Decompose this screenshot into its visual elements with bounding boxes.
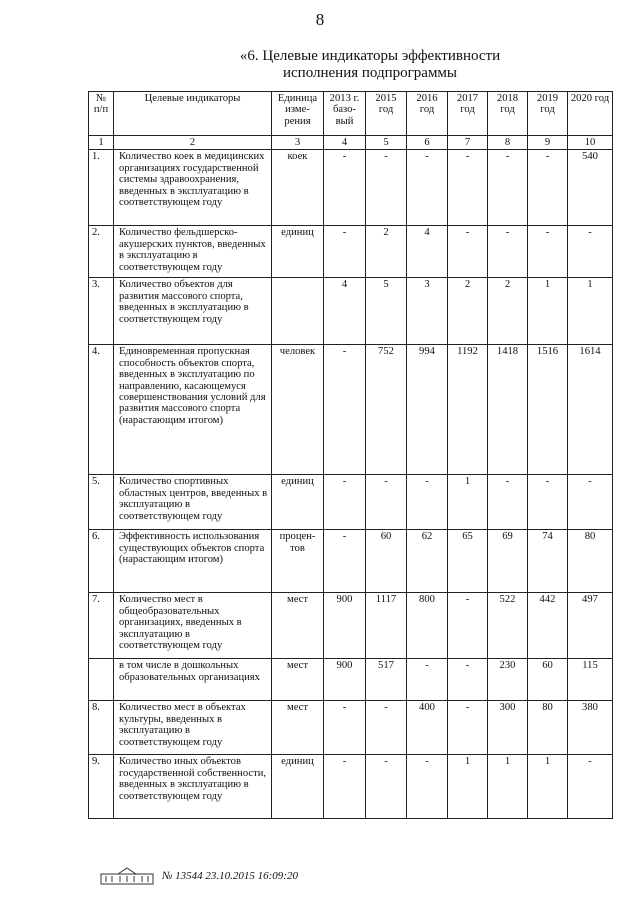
value-cell: 400 [407, 701, 448, 755]
value-cell: 80 [528, 701, 568, 755]
value-cell: 65 [448, 530, 488, 593]
row-number-cell: 4. [89, 345, 114, 475]
section-title [0, 48, 640, 82]
value-cell: 62 [407, 530, 448, 593]
column-number: 9 [528, 136, 568, 150]
value-cell: - [407, 475, 448, 530]
value-cell: - [324, 150, 366, 226]
value-cell: 1 [488, 755, 528, 819]
title-line-1: «6. Целевые индикаторы эффективности [239, 48, 501, 64]
unit-cell [272, 278, 324, 345]
value-cell: 2 [448, 278, 488, 345]
value-cell: - [448, 659, 488, 701]
value-cell: - [324, 345, 366, 475]
value-cell: 900 [324, 593, 366, 659]
row-number-cell: 9. [89, 755, 114, 819]
value-cell: - [528, 475, 568, 530]
value-cell: 230 [488, 659, 528, 701]
value-cell: 60 [528, 659, 568, 701]
value-cell: 1418 [488, 345, 528, 475]
indicator-name-cell: Количество фельдшерско-акушерских пунктов, введенных в эксплуатацию в соответствующем году [114, 226, 272, 278]
value-cell: 5 [366, 278, 407, 345]
value-cell: 1516 [528, 345, 568, 475]
value-cell: - [488, 226, 528, 278]
header-cell: Целевые индикаторы [114, 92, 272, 136]
value-cell: 1 [448, 755, 488, 819]
value-cell: 1614 [568, 345, 613, 475]
document-footer [100, 866, 298, 886]
column-number: 2 [114, 136, 272, 150]
value-cell: - [528, 226, 568, 278]
value-cell: - [448, 701, 488, 755]
value-cell: 4 [407, 226, 448, 278]
unit-cell: единиц [272, 755, 324, 819]
column-number: 3 [272, 136, 324, 150]
value-cell: 80 [568, 530, 613, 593]
value-cell: 380 [568, 701, 613, 755]
unit-cell: человек [272, 345, 324, 475]
value-cell: 3 [407, 278, 448, 345]
value-cell: 900 [324, 659, 366, 701]
title-line-2: исполнения подпрограммы [282, 65, 458, 81]
value-cell: - [448, 226, 488, 278]
indicator-name-cell: Количество иных объектов государственной собственности, введенных в эксплуатацию в соответствующем году [114, 755, 272, 819]
page-number: 8 [315, 10, 325, 29]
value-cell: 2 [366, 226, 407, 278]
table-row [89, 345, 613, 475]
unit-cell: мест [272, 593, 324, 659]
row-number-cell: 8. [89, 701, 114, 755]
document-seal-logo [100, 866, 154, 886]
value-cell: - [366, 475, 407, 530]
value-cell: - [407, 150, 448, 226]
value-cell: 4 [324, 278, 366, 345]
row-number-cell: 3. [89, 278, 114, 345]
header-cell: 2019 год [528, 92, 568, 136]
table-body [89, 150, 613, 819]
table-row [89, 755, 613, 819]
unit-cell: процен-тов [272, 530, 324, 593]
unit-cell: мест [272, 659, 324, 701]
value-cell: - [488, 150, 528, 226]
value-cell: 1 [568, 278, 613, 345]
value-cell: 69 [488, 530, 528, 593]
value-cell: 60 [366, 530, 407, 593]
header-cell: 2017 год [448, 92, 488, 136]
value-cell: 1 [528, 278, 568, 345]
indicator-name-cell: Количество спортивных областных центров, введенных в эксплуатацию в соответствующем году [114, 475, 272, 530]
value-cell: 752 [366, 345, 407, 475]
row-number-cell: 7. [89, 593, 114, 659]
indicators-table [88, 91, 613, 819]
indicator-name-cell: в том числе в дошкольных образовательных организациях [114, 659, 272, 701]
value-cell: - [568, 755, 613, 819]
table-row [89, 659, 613, 701]
column-number: 1 [89, 136, 114, 150]
value-cell: 1 [448, 475, 488, 530]
row-number-cell: 5. [89, 475, 114, 530]
table-row [89, 150, 613, 226]
value-cell: - [324, 530, 366, 593]
value-cell: 1 [528, 755, 568, 819]
unit-cell: единиц [272, 475, 324, 530]
value-cell: - [488, 475, 528, 530]
table-row [89, 475, 613, 530]
column-number: 5 [366, 136, 407, 150]
indicator-name-cell: Эффективность использования существующих объектов спорта (нарастающим итогом) [114, 530, 272, 593]
header-cell: № п/п [89, 92, 114, 136]
value-cell: 497 [568, 593, 613, 659]
value-cell: 1117 [366, 593, 407, 659]
indicator-name-cell: Количество объектов для развития массового спорта, введенных в эксплуатацию в соответствующем году [114, 278, 272, 345]
table-row [89, 701, 613, 755]
header-cell: Единица изме-рения [272, 92, 324, 136]
value-cell: 300 [488, 701, 528, 755]
registration-stamp: № 13544 23.10.2015 16:09:20 [162, 870, 298, 882]
indicator-name-cell: Количество коек в медицинских организациях государственной системы здравоохранения, введенных в эксплуатацию в соответствующем году [114, 150, 272, 226]
row-number-cell: 1. [89, 150, 114, 226]
value-cell: - [366, 150, 407, 226]
column-number: 6 [407, 136, 448, 150]
value-cell: 442 [528, 593, 568, 659]
value-cell: - [448, 593, 488, 659]
value-cell: - [366, 701, 407, 755]
table-row [89, 593, 613, 659]
indicator-name-cell: Количество мест в объектах культуры, введенных в эксплуатацию в соответствующем году [114, 701, 272, 755]
value-cell: - [448, 150, 488, 226]
value-cell: 540 [568, 150, 613, 226]
table-row [89, 530, 613, 593]
value-cell: 2 [488, 278, 528, 345]
unit-cell: мест [272, 701, 324, 755]
header-row [89, 92, 613, 136]
table-row [89, 278, 613, 345]
value-cell: - [407, 659, 448, 701]
value-cell: 800 [407, 593, 448, 659]
column-number: 7 [448, 136, 488, 150]
indicator-name-cell: Количество мест в общеобразовательных организациях, введенных в эксплуатацию в соответствующем году [114, 593, 272, 659]
value-cell: - [568, 226, 613, 278]
value-cell: - [366, 755, 407, 819]
value-cell: 522 [488, 593, 528, 659]
unit-cell: единиц [272, 226, 324, 278]
table-row [89, 226, 613, 278]
header-cell: 2016 год [407, 92, 448, 136]
row-number-cell: 2. [89, 226, 114, 278]
unit-cell: коек [272, 150, 324, 226]
header-cell: 2015 год [366, 92, 407, 136]
value-cell: - [407, 755, 448, 819]
row-number-cell: 6. [89, 530, 114, 593]
column-number: 4 [324, 136, 366, 150]
indicator-name-cell: Единовременная пропускная способность объектов спорта, введенных в эксплуатацию по направлению, касающемуся совершенствования условий для развития массового спорта (нарастающим итогом) [114, 345, 272, 475]
header-cell: 2013 г. базо-вый [324, 92, 366, 136]
value-cell: 115 [568, 659, 613, 701]
value-cell: 517 [366, 659, 407, 701]
header-cell: 2020 год [568, 92, 613, 136]
column-number-row [89, 136, 613, 150]
row-number-cell [89, 659, 114, 701]
value-cell: 74 [528, 530, 568, 593]
value-cell: - [324, 701, 366, 755]
header-cell: 2018 год [488, 92, 528, 136]
value-cell: - [324, 755, 366, 819]
column-number: 10 [568, 136, 613, 150]
value-cell: - [324, 226, 366, 278]
value-cell: 994 [407, 345, 448, 475]
value-cell: - [528, 150, 568, 226]
column-number: 8 [488, 136, 528, 150]
value-cell: - [324, 475, 366, 530]
value-cell: 1192 [448, 345, 488, 475]
value-cell: - [568, 475, 613, 530]
